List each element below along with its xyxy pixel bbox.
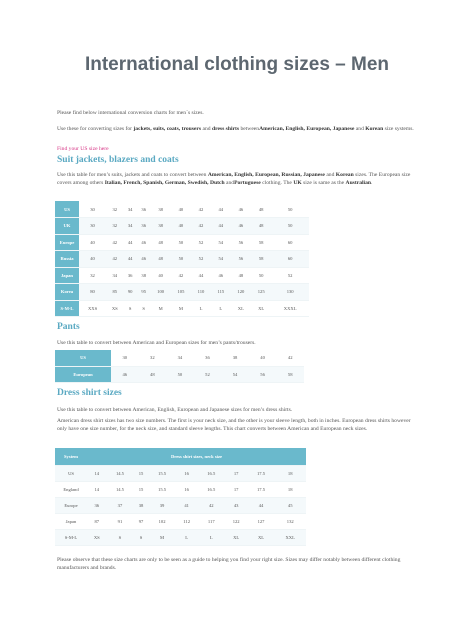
table-cell: 39 bbox=[149, 497, 176, 513]
table-cell: 16 bbox=[175, 481, 197, 497]
table-cell: 60 bbox=[271, 234, 309, 251]
table-cell: 46 bbox=[211, 267, 231, 284]
table-cell: 16.5 bbox=[198, 481, 225, 497]
table-cell: 36 bbox=[137, 218, 151, 235]
table-row bbox=[55, 481, 306, 497]
table-cell: 43 bbox=[225, 497, 248, 513]
table-cell: S bbox=[107, 529, 134, 545]
usage-text: Use these for converting sizes for jackets, suits, coats, trousers and dress shirts betweenAmerican, English, European, Japanese and Korean size systems. bbox=[57, 126, 414, 132]
table-cell: 50 bbox=[271, 218, 309, 235]
table-cell: 132 bbox=[274, 513, 306, 529]
table-cell: 50 bbox=[171, 251, 191, 268]
column-header-system: System bbox=[55, 448, 87, 465]
table-cell: 14 bbox=[87, 481, 107, 497]
table-cell: 48 bbox=[231, 267, 251, 284]
table-cell: 58 bbox=[251, 251, 271, 268]
table-cell: 115 bbox=[211, 284, 231, 301]
table-cell: 40 bbox=[171, 218, 191, 235]
table-cell: 34 bbox=[106, 267, 123, 284]
table-cell: XL bbox=[251, 300, 271, 317]
table-cell: 45 bbox=[274, 497, 306, 513]
table-cell: 37 bbox=[107, 497, 134, 513]
intro-text: Please find below international conversion charts for men´s sizes. bbox=[57, 110, 204, 116]
row-header: Europe bbox=[55, 234, 79, 251]
table-cell: 41 bbox=[175, 497, 197, 513]
table-cell: 46 bbox=[231, 201, 251, 218]
suits-size-table bbox=[55, 201, 309, 317]
table-cell: 38 bbox=[150, 201, 170, 218]
row-label: Europe bbox=[55, 497, 87, 513]
table-cell: S bbox=[137, 300, 151, 317]
table-cell: 36 bbox=[137, 201, 151, 218]
table-cell: 44 bbox=[211, 201, 231, 218]
table-cell: S bbox=[133, 529, 148, 545]
table-cell: 48 bbox=[139, 366, 167, 382]
table-cell: 30 bbox=[111, 350, 139, 366]
table-row bbox=[55, 234, 309, 251]
table-cell: 50 bbox=[271, 201, 309, 218]
table-cell: XXS bbox=[79, 300, 106, 317]
table-row bbox=[55, 465, 306, 481]
table-cell: 34 bbox=[123, 218, 137, 235]
table-cell: 100 bbox=[150, 284, 170, 301]
column-header-sizes: Dress shirt sizes, neck size bbox=[87, 448, 306, 465]
table-cell: 32 bbox=[106, 201, 123, 218]
table-cell: 80 bbox=[79, 284, 106, 301]
table-cell: 52 bbox=[271, 267, 309, 284]
table-cell: 58 bbox=[276, 366, 304, 382]
table-cell: S bbox=[123, 300, 137, 317]
row-label: US bbox=[55, 465, 87, 481]
table-cell: 36 bbox=[194, 350, 222, 366]
shirts-description-2: American dress shirt sizes has two size numbers. The first is your neck size, and the other is your sleeve length, both in inches. European dress shirts however only have one size number, for the neck size, and standard sleeve lengths. This chart converts between American and European neck sizes. bbox=[57, 418, 411, 432]
shirts-size-table bbox=[55, 448, 306, 546]
table-cell: 38 bbox=[221, 350, 249, 366]
row-header: S-M-L bbox=[55, 300, 79, 317]
table-cell: 42 bbox=[106, 234, 123, 251]
table-cell: 44 bbox=[123, 251, 137, 268]
table-cell: 54 bbox=[211, 234, 231, 251]
table-cell: 42 bbox=[106, 251, 123, 268]
pants-description: Use this table to convert between American and European sizes for men’s pants/trousers. bbox=[57, 340, 256, 346]
table-cell: 46 bbox=[111, 366, 139, 382]
table-cell: 38 bbox=[137, 267, 151, 284]
table-cell: 36 bbox=[123, 267, 137, 284]
table-cell: 120 bbox=[231, 284, 251, 301]
table-cell: 17 bbox=[225, 481, 248, 497]
table-cell: 110 bbox=[191, 284, 211, 301]
table-cell: 15.5 bbox=[149, 465, 176, 481]
table-cell: 14.5 bbox=[107, 465, 134, 481]
table-cell: 17.5 bbox=[248, 465, 275, 481]
find-us-size-link[interactable]: Find your US size here bbox=[57, 146, 109, 152]
table-row bbox=[55, 350, 304, 366]
table-cell: 30 bbox=[79, 201, 106, 218]
table-cell: 17 bbox=[225, 465, 248, 481]
table-cell: 40 bbox=[249, 350, 277, 366]
table-row bbox=[55, 267, 309, 284]
table-cell: 91 bbox=[107, 513, 134, 529]
table-cell: 38 bbox=[133, 497, 148, 513]
table-cell: 16.5 bbox=[198, 465, 225, 481]
table-cell: 34 bbox=[166, 350, 194, 366]
page-title: International clothing sizes – Men bbox=[84, 54, 390, 75]
table-cell: 32 bbox=[106, 218, 123, 235]
table-cell: 56 bbox=[231, 251, 251, 268]
table-cell: M bbox=[150, 300, 170, 317]
row-label: England bbox=[55, 481, 87, 497]
table-cell: L bbox=[191, 300, 211, 317]
table-cell: 42 bbox=[191, 201, 211, 218]
row-header: Korea bbox=[55, 284, 79, 301]
table-row bbox=[55, 366, 304, 382]
table-cell: 54 bbox=[211, 251, 231, 268]
row-header: European bbox=[55, 366, 111, 382]
shirts-heading: Dress shirt sizes bbox=[57, 388, 122, 398]
table-header-row bbox=[55, 448, 306, 465]
table-cell: 54 bbox=[221, 366, 249, 382]
table-cell: 40 bbox=[79, 251, 106, 268]
table-cell: 40 bbox=[150, 267, 170, 284]
pants-heading: Pants bbox=[57, 322, 80, 332]
table-cell: 122 bbox=[225, 513, 248, 529]
suits-description: Use this table for men’s suits, jackets and coats to convert between American, English, European, Russian, Japanese and Korean sizes. The European size covers among others Italian, French, Spanish, German, Swedish, Dutch andPortuguese clothing. The UK size is same as the Australian. bbox=[57, 172, 411, 186]
table-cell: 125 bbox=[251, 284, 271, 301]
row-header: UK bbox=[55, 218, 79, 235]
table-cell: 117 bbox=[198, 513, 225, 529]
row-header: Japan bbox=[55, 267, 79, 284]
table-cell: 34 bbox=[123, 201, 137, 218]
table-cell: 48 bbox=[150, 234, 170, 251]
table-cell: 38 bbox=[150, 218, 170, 235]
table-cell: 52 bbox=[194, 366, 222, 382]
table-cell: 32 bbox=[79, 267, 106, 284]
table-cell: 44 bbox=[123, 234, 137, 251]
pants-size-table bbox=[55, 350, 304, 383]
table-cell: XL bbox=[225, 529, 248, 545]
table-cell: 44 bbox=[248, 497, 275, 513]
table-cell: 90 bbox=[123, 284, 137, 301]
table-cell: 56 bbox=[249, 366, 277, 382]
table-cell: 30 bbox=[79, 218, 106, 235]
table-cell: L bbox=[211, 300, 231, 317]
table-row bbox=[55, 300, 309, 317]
table-cell: XXXL bbox=[271, 300, 309, 317]
table-cell: M bbox=[149, 529, 176, 545]
row-header: Russia bbox=[55, 251, 79, 268]
table-cell: L bbox=[198, 529, 225, 545]
table-row bbox=[55, 284, 309, 301]
table-cell: 42 bbox=[191, 218, 211, 235]
table-cell: 44 bbox=[191, 267, 211, 284]
table-row bbox=[55, 218, 309, 235]
table-cell: 105 bbox=[171, 284, 191, 301]
table-cell: M bbox=[171, 300, 191, 317]
table-cell: 18 bbox=[274, 465, 306, 481]
table-cell: XXL bbox=[274, 529, 306, 545]
table-cell: 102 bbox=[149, 513, 176, 529]
table-cell: 48 bbox=[251, 218, 271, 235]
table-cell: 36 bbox=[87, 497, 107, 513]
table-cell: 112 bbox=[175, 513, 197, 529]
table-cell: 50 bbox=[166, 366, 194, 382]
table-cell: 15.5 bbox=[149, 481, 176, 497]
table-row bbox=[55, 529, 306, 545]
table-cell: 95 bbox=[137, 284, 151, 301]
shirts-description-1: Use this table to convert between American, English, European and Japanese sizes for men’s dress shirts. bbox=[57, 407, 293, 413]
table-cell: 52 bbox=[191, 251, 211, 268]
table-row bbox=[55, 251, 309, 268]
table-row bbox=[55, 201, 309, 218]
table-cell: XL bbox=[248, 529, 275, 545]
table-cell: XS bbox=[106, 300, 123, 317]
table-row bbox=[55, 497, 306, 513]
table-cell: 32 bbox=[139, 350, 167, 366]
table-cell: XL bbox=[231, 300, 251, 317]
table-cell: 17.5 bbox=[248, 481, 275, 497]
table-cell: 44 bbox=[211, 218, 231, 235]
table-cell: 14 bbox=[87, 465, 107, 481]
table-cell: 48 bbox=[251, 201, 271, 218]
table-cell: 18 bbox=[274, 481, 306, 497]
footer-note: Please observe that these size charts are only to be seen as a guide to helping you find your right size. Sizes may differ notably between different clothing manufacturers and brands. bbox=[57, 557, 401, 571]
table-cell: 40 bbox=[79, 234, 106, 251]
table-cell: 42 bbox=[171, 267, 191, 284]
table-cell: 56 bbox=[231, 234, 251, 251]
table-cell: 46 bbox=[137, 234, 151, 251]
table-cell: 60 bbox=[271, 251, 309, 268]
table-cell: 50 bbox=[251, 267, 271, 284]
row-header: US bbox=[55, 350, 111, 366]
table-cell: 52 bbox=[191, 234, 211, 251]
row-label: Japan bbox=[55, 513, 87, 529]
table-cell: 127 bbox=[248, 513, 275, 529]
table-cell: 42 bbox=[276, 350, 304, 366]
row-label: S-M-L bbox=[55, 529, 87, 545]
table-cell: 58 bbox=[251, 234, 271, 251]
table-cell: 42 bbox=[198, 497, 225, 513]
suits-heading: Suit jackets, blazers and coats bbox=[57, 155, 179, 165]
table-cell: 40 bbox=[171, 201, 191, 218]
table-cell: XS bbox=[87, 529, 107, 545]
table-cell: 87 bbox=[87, 513, 107, 529]
table-cell: 46 bbox=[231, 218, 251, 235]
table-cell: 130 bbox=[271, 284, 309, 301]
table-cell: 15 bbox=[133, 481, 148, 497]
row-header: US bbox=[55, 201, 79, 218]
table-cell: L bbox=[175, 529, 197, 545]
table-cell: 97 bbox=[133, 513, 148, 529]
table-cell: 50 bbox=[171, 234, 191, 251]
table-cell: 46 bbox=[137, 251, 151, 268]
table-cell: 15 bbox=[133, 465, 148, 481]
table-cell: 14.5 bbox=[107, 481, 134, 497]
table-cell: 48 bbox=[150, 251, 170, 268]
table-row bbox=[55, 513, 306, 529]
table-cell: 16 bbox=[175, 465, 197, 481]
table-cell: 85 bbox=[106, 284, 123, 301]
